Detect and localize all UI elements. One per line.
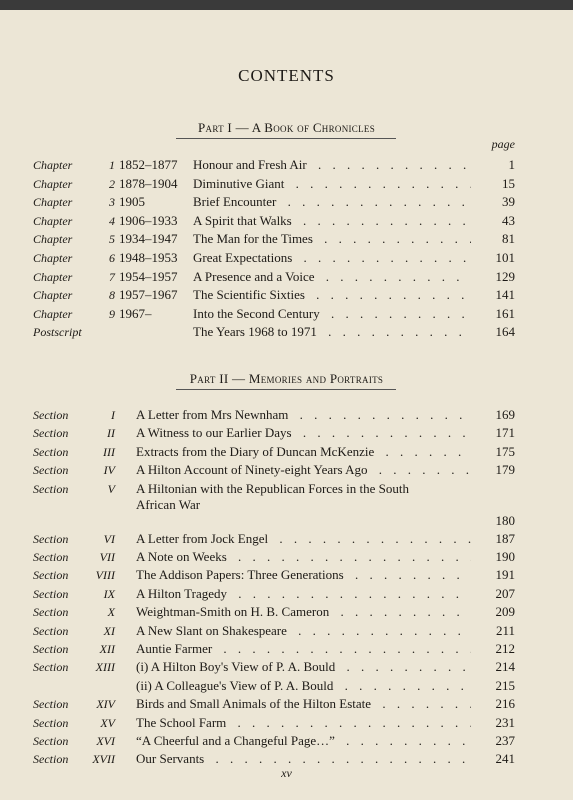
entry-kind: Section: [33, 550, 69, 564]
entry-title: [136, 603, 515, 621]
toc-entry: [0, 461, 573, 479]
entry-number: XVI: [96, 734, 115, 748]
entry-title-text: Brief Encounter: [193, 194, 280, 209]
entry-title: [136, 461, 515, 479]
entry-title-text: The Man for the Times: [193, 231, 317, 246]
entry-title: [136, 585, 515, 603]
entry-page-number: 212: [471, 640, 515, 658]
entry-title-text: A Hilton Account of Ninety-eight Years Ago: [136, 462, 371, 477]
entry-kind: Postscript: [33, 325, 82, 340]
entry-kind: Section: [33, 481, 69, 496]
page-column-heading: page: [491, 137, 515, 151]
toc-entry: [0, 603, 573, 621]
entry-kind: Section: [33, 426, 69, 441]
entry-dates: 1852–1877: [119, 157, 178, 172]
entry-number: 3: [109, 195, 115, 210]
toc-entry: [0, 677, 573, 695]
entry-page-number: 101: [471, 249, 515, 267]
entry-title-continuation: African War: [136, 497, 204, 512]
toc-entry: [0, 640, 573, 658]
entry-title: [136, 424, 515, 442]
entry-title: [136, 658, 515, 676]
entry-kind: Section: [33, 531, 69, 546]
entry-title-text: (ii) A Colleague's View of P. A. Bould: [136, 678, 337, 693]
entry-dates: 1948–1953: [119, 250, 178, 265]
entry-page-number: 209: [471, 603, 515, 621]
entry-page-number: 237: [471, 732, 515, 750]
entry-number: 5: [109, 232, 115, 247]
entry-kind: Section: [33, 605, 69, 620]
entry-title-text: Diminutive Giant: [193, 176, 288, 191]
entry-kind: Chapter: [33, 251, 73, 265]
entry-title: [136, 677, 515, 695]
entry-number: 7: [109, 269, 115, 284]
entry-kind: Section: [33, 642, 69, 656]
toc-entry: [0, 530, 573, 548]
page-heading: CONTENTS: [238, 66, 335, 85]
entry-title-text: (i) A Hilton Boy's View of P. A. Bould: [136, 659, 339, 674]
toc-entry: [0, 424, 573, 442]
entry-title-text: Into the Second Century: [193, 306, 324, 321]
entry-title-text: A Letter from Mrs Newnham: [136, 407, 292, 422]
entry-page-number: 214: [471, 658, 515, 676]
entry-title-text: A Hilton Tragedy: [136, 586, 231, 601]
entry-title-text: A Spirit that Walks: [193, 213, 296, 228]
toc-entry: [0, 566, 573, 584]
entry-number: 6: [109, 251, 115, 265]
entry-title-text: The Years 1968 to 1971: [193, 324, 321, 339]
entry-title-text: Weightman-Smith on H. B. Cameron: [136, 604, 333, 619]
entry-page-number: 161: [471, 305, 515, 323]
entry-kind: Section: [33, 697, 69, 712]
entry-number: III: [103, 444, 115, 459]
entry-title-text: Auntie Farmer: [136, 641, 216, 656]
entry-title: [136, 695, 515, 713]
entry-kind: Section: [33, 715, 69, 730]
entry-page-number: 179: [471, 461, 515, 479]
entry-page-number: 211: [471, 622, 515, 640]
entry-number: IX: [103, 586, 115, 601]
entry-title: [136, 566, 515, 584]
part1-title: Part I — A Book of Chronicles: [197, 120, 376, 135]
entry-kind: Section: [33, 660, 69, 675]
entry-title-text: Extracts from the Diary of Duncan McKenzie: [136, 444, 378, 459]
entry-kind: Section: [33, 586, 69, 601]
entry-kind: Chapter: [33, 306, 73, 321]
entry-page-number: 169: [471, 406, 515, 424]
entry-page-number: 187: [471, 530, 515, 548]
entry-title-text: A Note on Weeks: [136, 549, 231, 564]
entry-number: XIII: [95, 660, 115, 675]
entry-page-number: 1: [471, 156, 515, 174]
entry-kind: Section: [33, 734, 69, 748]
entry-page-number: 175: [471, 443, 515, 461]
entry-number: II: [107, 426, 115, 441]
entry-kind: Chapter: [33, 195, 73, 210]
entry-dates: 1957–1967: [119, 287, 178, 303]
entry-kind: Section: [33, 463, 69, 478]
entry-title-text: A New Slant on Shakespeare: [136, 623, 291, 638]
entry-title: [136, 443, 515, 461]
entry-number: 8: [109, 288, 115, 303]
entry-page-number: 180: [471, 512, 515, 530]
entry-number: X: [107, 605, 115, 620]
entry-page-number: 15: [471, 175, 515, 193]
entry-page-number: 231: [471, 714, 515, 732]
entry-title: [136, 406, 515, 424]
entry-number: 4: [109, 213, 115, 228]
entry-number: IV: [103, 463, 115, 478]
toc-entry: [0, 714, 573, 732]
entry-kind: Chapter: [33, 176, 73, 191]
toc-entry: [0, 443, 573, 461]
toc-entry-continuation-page: [0, 512, 573, 530]
entry-title: [136, 548, 515, 566]
entry-page-number: 81: [471, 230, 515, 248]
entry-page-number: 190: [471, 548, 515, 566]
entry-title: [136, 640, 515, 658]
entry-title-text: The School Farm: [136, 715, 230, 730]
entry-title-text: The Scientific Sixties: [193, 287, 309, 302]
entry-page-number: 207: [471, 585, 515, 603]
entry-kind: Section: [33, 623, 69, 638]
entry-page-number: 215: [471, 677, 515, 695]
part2-contents-list: [0, 10, 573, 800]
entry-dates: 1934–1947: [119, 231, 178, 247]
entry-dates: 1967–: [119, 305, 152, 321]
entry-page-number: 129: [471, 268, 515, 286]
entry-title-text: Our Servants: [136, 751, 208, 766]
entry-page-number: 191: [471, 566, 515, 584]
entry-page-number: 171: [471, 424, 515, 442]
entry-title: [136, 714, 515, 732]
entry-dates: 1906–1933: [119, 212, 178, 228]
entry-title-text: “A Cheerful and a Changeful Page…”: [136, 733, 339, 748]
book-page: [0, 10, 573, 800]
entry-kind: Section: [33, 444, 69, 459]
entry-page-number: 164: [471, 323, 515, 341]
toc-entry: [0, 732, 573, 750]
entry-kind: Chapter: [33, 213, 73, 228]
entry-number: VIII: [95, 568, 115, 583]
entry-number: XII: [99, 642, 115, 656]
entry-page-number: 39: [471, 193, 515, 211]
entry-title-text: The Addison Papers: Three Generations: [136, 567, 348, 582]
entry-title-text: A Letter from Jock Engel: [136, 531, 272, 546]
entry-kind: Chapter: [33, 269, 73, 284]
entry-kind: Chapter: [33, 288, 73, 303]
entry-title-text: Great Expectations: [193, 250, 296, 265]
entry-dates: 1878–1904: [119, 175, 178, 191]
entry-kind: Chapter: [33, 232, 73, 247]
entry-number: XI: [103, 623, 115, 638]
entry-page-number: 216: [471, 695, 515, 713]
entry-title-text: Birds and Small Animals of the Hilton Estate: [136, 696, 375, 711]
entry-kind: Chapter: [33, 158, 73, 172]
toc-entry: [0, 585, 573, 603]
entry-kind: Section: [33, 752, 69, 767]
entry-title: [136, 530, 515, 548]
entry-kind: Section: [33, 568, 69, 583]
entry-title-text: A Witness to our Earlier Days: [136, 425, 296, 440]
toc-entry: [0, 406, 573, 424]
entry-page-number: 141: [471, 286, 515, 304]
entry-number: XV: [100, 715, 115, 730]
toc-entry: [0, 695, 573, 713]
toc-entry: [0, 622, 573, 640]
entry-number: 9: [109, 306, 115, 321]
part2-title: Part II — Memories and Portraits: [189, 371, 384, 386]
page-folio: xv: [281, 766, 292, 780]
entry-page-number: 43: [471, 212, 515, 230]
entry-number: VII: [99, 550, 115, 564]
entry-title-text: Honour and Fresh Air: [193, 157, 311, 172]
entry-number: 1: [109, 158, 115, 172]
entry-kind: Section: [33, 408, 69, 422]
entry-dates: 1954–1957: [119, 268, 178, 284]
entry-number: 2: [109, 176, 115, 191]
entry-dates: 1905: [119, 194, 145, 210]
entry-title: [136, 622, 515, 640]
entry-title: [136, 732, 515, 750]
entry-number: XVII: [92, 752, 115, 767]
toc-entry: [0, 658, 573, 676]
entry-title-text: A Presence and a Voice: [193, 269, 319, 284]
toc-entry: [0, 548, 573, 566]
entry-number: VI: [103, 531, 115, 546]
entry-page-number: 241: [471, 750, 515, 768]
entry-number: V: [107, 481, 115, 496]
entry-number: I: [111, 408, 115, 422]
entry-title-text: A Hiltonian with the Republican Forces in the South: [136, 481, 413, 496]
entry-number: XIV: [96, 697, 115, 712]
